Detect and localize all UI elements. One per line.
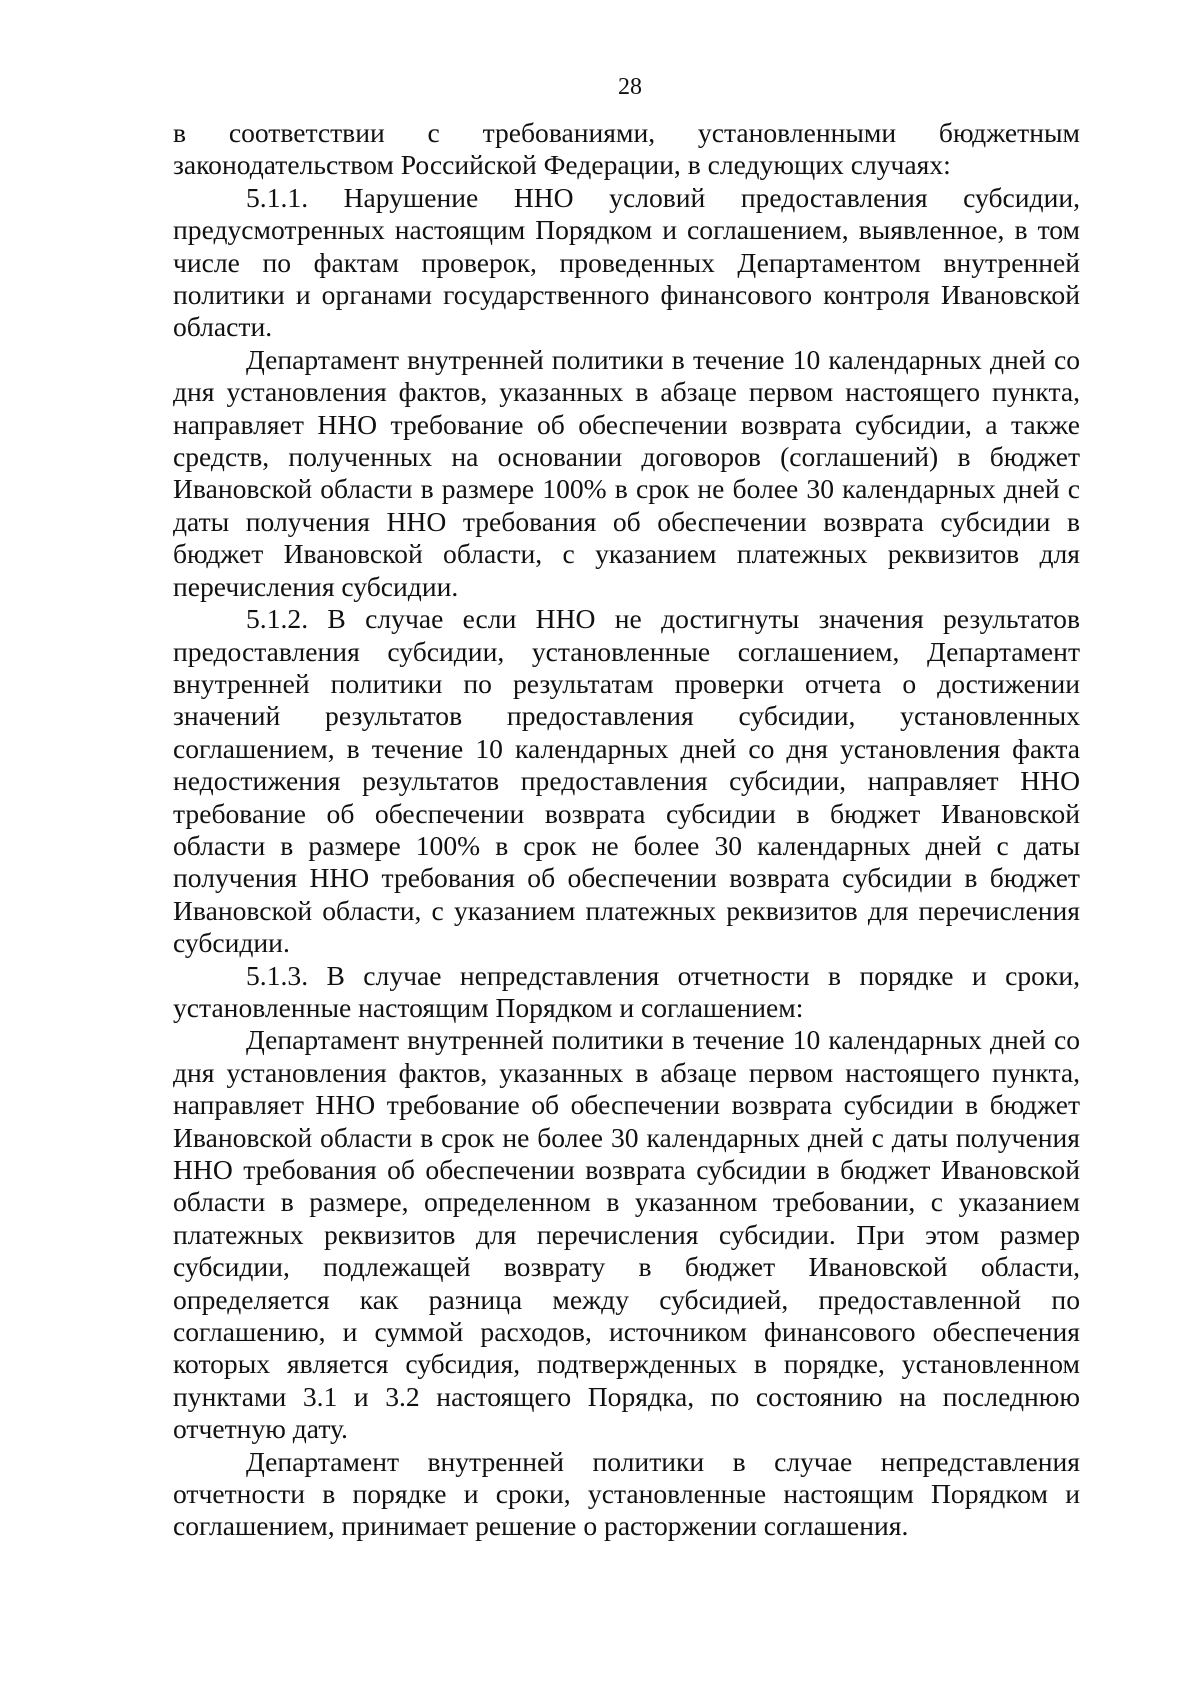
paragraph-5-1-1-requirement: Департамент внутренней политики в течение 10 календарных дней со дня установления фактов, указанных в абзаце первом настоящего пункта, направляет ННО требование об обеспечении возврата субсидии, а также средств, полученных на основании договоров (соглашений) в бюджет Ивановской области в размере 100% в срок не более 30 календарных дней с даты получения ННО требования об обеспечении возврата субсидии в бюджет Ивановской области, с указанием платежных реквизитов для перечисления субсидии. (173, 343, 1080, 602)
paragraph-intro: в соответствии с требованиями, установленными бюджетным законодательством Российской Федерации, в следующих случаях: (173, 117, 1080, 181)
paragraph-5-1-2: 5.1.2. В случае если ННО не достигнуты значения результатов предоставления субсидии, установленные соглашением, Департамент внутренней политики по результатам проверки отчета о достижении значений результатов предоставления субсидии, установленных соглашением, в течение 10 календарных дней со дня установления факта недостижения результатов предоставления субсидии, направляет ННО требование об обеспечении возврата субсидии в бюджет Ивановской области в размере 100% в срок не более 30 календарных дней с даты получения ННО требования об обеспечении возврата субсидии в бюджет Ивановской области, с указанием платежных реквизитов для перечисления субсидии. (173, 603, 1080, 959)
paragraph-5-1-3-requirement: Департамент внутренней политики в течение 10 календарных дней со дня установления фактов, указанных в абзаце первом настоящего пункта, направляет ННО требование об обеспечении возврата субсидии в бюджет Ивановской области в срок не более 30 календарных дней с даты получения ННО требования об обеспечении возврата субсидии в бюджет Ивановской области в размере, определенном в указанном требовании, с указанием платежных реквизитов для перечисления субсидии. При этом размер субсидии, подлежащей возврату в бюджет Ивановской области, определяется как разница между субсидией, предоставленной по соглашению, и суммой расходов, источником финансового обеспечения которых является субсидия, подтвержденных в порядке, установленном пунктами 3.1 и 3.2 настоящего Порядка, по состоянию на последнюю отчетную дату. (173, 1024, 1080, 1445)
document-body (173, 117, 1080, 1543)
paragraph-5-1-1: 5.1.1. Нарушение ННО условий предоставления субсидии, предусмотренных настоящим Порядком и соглашением, выявленное, в том числе по фактам проверок, проведенных Департаментом внутренней политики и органами государственного финансового контроля Ивановской области. (173, 181, 1080, 343)
paragraph-5-1-3-termination: Департамент внутренней политики в случае непредставления отчетности в порядке и сроки, установленные настоящим Порядком и соглашением, принимает решение о расторжении соглашения. (173, 1445, 1080, 1542)
page-number: 28 (618, 74, 642, 100)
paragraph-5-1-3: 5.1.3. В случае непредставления отчетности в порядке и сроки, установленные настоящим Порядком и соглашением: (173, 959, 1080, 1023)
